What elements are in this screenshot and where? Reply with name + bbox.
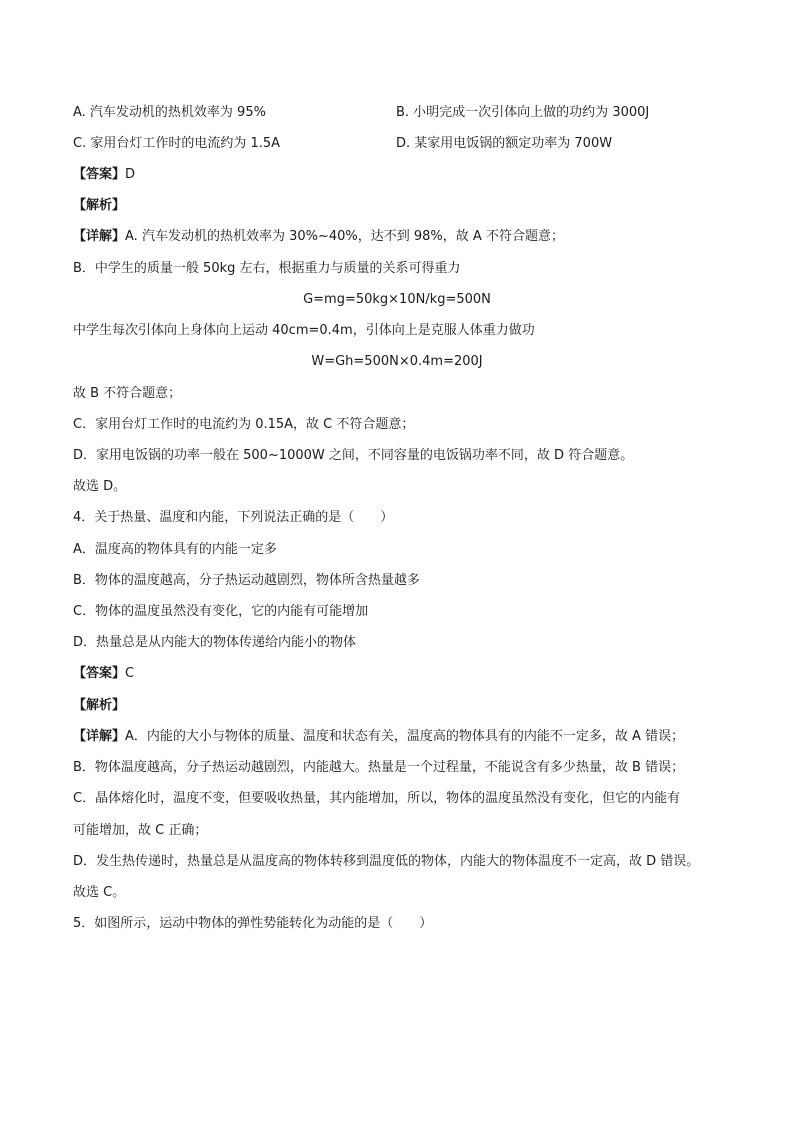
q4-answer [73, 665, 134, 683]
q3-answer [73, 166, 135, 184]
answer-tag: 【答案】 [73, 666, 126, 681]
q3-option-a: A. 汽车发动机的热机效率为 95% [73, 105, 266, 120]
detail-tag: 【详解】 [73, 229, 126, 244]
q3-detail-b3: 故 B 不符合题意； [73, 386, 182, 401]
detail-text: A．内能的大小与物体的质量、温度和状态有关，温度高的物体具有的内能不一定多，故 A 错误； [125, 729, 685, 744]
q3-conclusion: 故选 D。 [73, 479, 127, 494]
q4-detail-c1: C．晶体熔化时，温度不变，但要吸收热量，其内能增加，所以，物体的温度虽然没有变化，但它的内能有 [73, 791, 681, 806]
q3-option-b: B. 小明完成一次引体向上做的功约为 3000J [396, 105, 650, 120]
q4-conclusion: 故选 C。 [73, 885, 126, 900]
q3-option-c: C. 家用台灯工作时的电流约为 1.5A [73, 136, 281, 151]
detail-tag: 【详解】 [73, 729, 126, 744]
q3-formula-w: W=Gh=500N×0.4m=200J [311, 354, 483, 369]
answer-tag: 【答案】 [73, 167, 126, 182]
q5-stem: 5．如图所示，运动中物体的弹性势能转化为动能的是（ ） [73, 916, 433, 931]
q3-formula-g: G=mg=50kg×10N/kg=500N [303, 292, 491, 307]
q3-detail-d: D．家用电饭锅的功率一般在 500~1000W 之间，不同容量的电饭锅功率不同，故 D 符合题意。 [73, 448, 634, 463]
q3-analysis-tag: 【解析】 [73, 198, 126, 213]
q4-option-a: A．温度高的物体具有的内能一定多 [73, 542, 277, 557]
answer-value: D [125, 167, 136, 182]
q4-option-b: B．物体的温度越高，分子热运动越剧烈，物体所含热量越多 [73, 573, 420, 588]
q4-analysis-tag: 【解析】 [73, 698, 126, 713]
q4-detail-d: D．发生热传递时，热量总是从温度高的物体转移到温度低的物体，内能大的物体温度不一定高，故 D 错误。 [73, 854, 700, 869]
q4-detail-c2: 可能增加，故 C 正确； [73, 823, 208, 838]
q4-option-d: D．热量总是从内能大的物体传递给内能小的物体 [73, 635, 357, 650]
q3-option-d: D. 某家用电饭锅的额定功率为 700W [396, 136, 613, 151]
q4-detail-a [73, 728, 684, 746]
q3-detail-b1: B．中学生的质量一般 50kg 左右，根据重力与质量的关系可得重力 [73, 261, 461, 276]
q4-detail-b: B．物体温度越高，分子热运动越剧烈，内能越大。热量是一个过程量，不能说含有多少热量，故 B 错误； [73, 760, 685, 775]
q3-detail-a [73, 228, 564, 246]
q4-option-c: C．物体的温度虽然没有变化，它的内能有可能增加 [73, 604, 369, 619]
detail-text: A. 汽车发动机的热机效率为 30%~40%，达不到 98%，故 A 不符合题意； [125, 229, 564, 244]
answer-value: C [125, 666, 135, 681]
q3-detail-c: C．家用台灯工作时的电流约为 0.15A，故 C 不符合题意； [73, 417, 415, 432]
q3-detail-b2: 中学生每次引体向上身体向上运动 40cm=0.4m，引体向上是克服人体重力做功 [73, 323, 535, 338]
q4-stem: 4．关于热量、温度和内能，下列说法正确的是（ ） [73, 510, 394, 525]
